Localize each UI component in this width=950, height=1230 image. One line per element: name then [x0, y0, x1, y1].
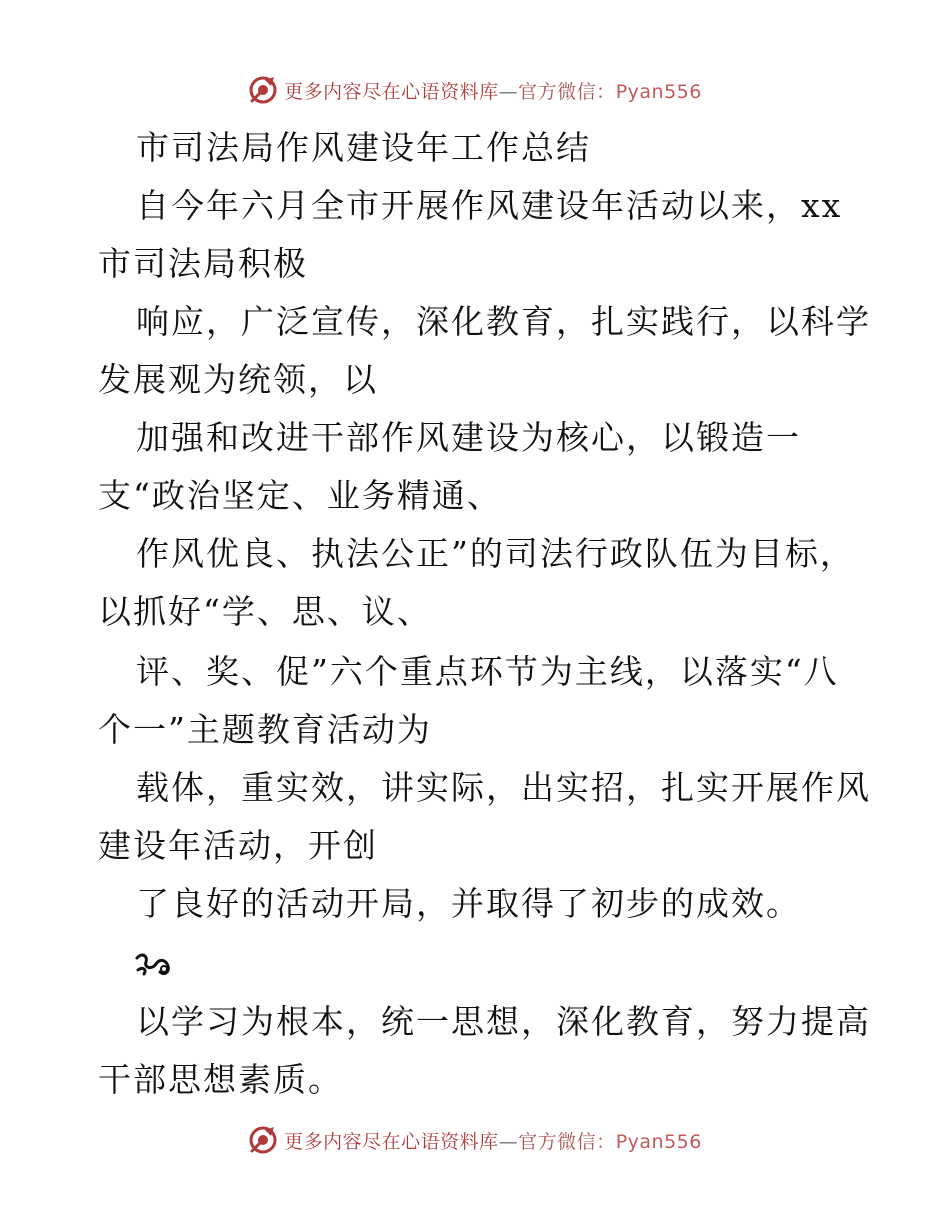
banner-wechat-id: Pyan556	[615, 80, 702, 103]
footer-banner	[0, 1120, 950, 1160]
pen-seal-icon	[248, 1125, 278, 1155]
paragraph-line: 了良好的活动开局，并取得了初步的成效。	[136, 884, 801, 923]
paragraph-line: 个一”主题教育活动为	[98, 710, 432, 749]
paragraph-line: 建设年活动，开创	[98, 826, 378, 865]
paragraph-line: 以抓好“学、思、议、	[98, 592, 432, 631]
banner-separator: —	[498, 80, 519, 103]
banner-official-label: 官方微信：	[518, 80, 616, 103]
banner-official-label: 官方微信：	[518, 1130, 616, 1153]
paragraph-line: 发展观为统领，以	[98, 360, 378, 399]
banner-text	[284, 1127, 702, 1154]
banner-text	[284, 77, 702, 104]
banner-separator: —	[498, 1130, 519, 1153]
paragraph-line: 支“政治坚定、业务精通、	[98, 476, 502, 515]
document-title: 市司法局作风建设年工作总结	[136, 128, 591, 167]
paragraph-line: 评、奖、促”六个重点环节为主线，以落实“八	[136, 652, 839, 691]
pen-seal-icon	[248, 75, 278, 105]
banner-main: 更多内容尽在心语资料库	[284, 80, 499, 103]
banner-main: 更多内容尽在心语资料库	[284, 1130, 499, 1153]
paragraph-line: 干部思想素质。	[98, 1060, 343, 1099]
paragraph-line: 载体，重实效，讲实际，出实招，扎实开展作风	[136, 768, 871, 807]
paragraph-line: 市司法局积极	[98, 244, 308, 283]
paragraph-line: 自今年六月全市开展作风建设年活动以来，xx	[136, 186, 843, 225]
paragraph-line: 以学习为根本，统一思想，深化教育，努力提高	[136, 1002, 871, 1041]
paragraph-line: 响应，广泛宣传，深化教育，扎实践行，以科学	[136, 302, 871, 341]
banner-wechat-id: Pyan556	[615, 1130, 702, 1153]
flourish-ornament-icon	[134, 950, 172, 980]
paragraph-line: 作风优良、执法公正”的司法行政队伍为目标，	[136, 534, 855, 573]
header-banner	[0, 70, 950, 110]
paragraph-line: 加强和改进干部作风建设为核心，以锻造一	[136, 418, 801, 457]
